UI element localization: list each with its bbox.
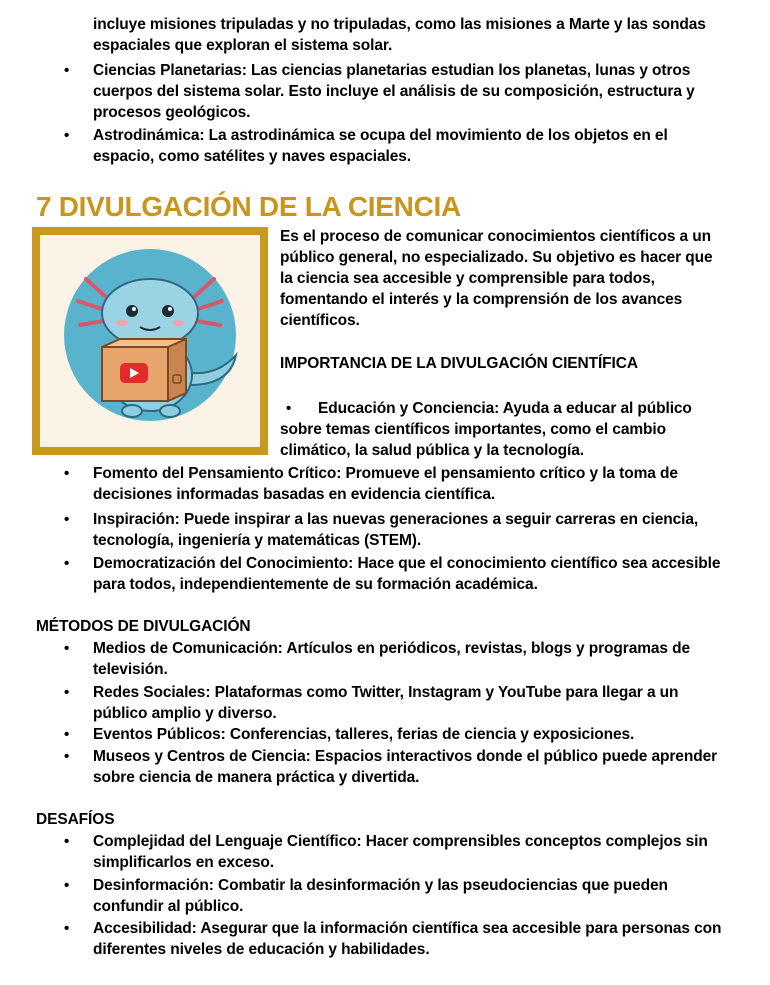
intro-line: científicos. <box>280 312 360 329</box>
list-item: Museos y Centros de Ciencia: Espacios interactivos donde el público puede aprender <box>93 748 718 765</box>
illustration-frame <box>32 227 268 455</box>
bullet-dot: • <box>64 833 70 850</box>
list-item: Eventos Públicos: Conferencias, talleres, ferias de ciencia y exposiciones. <box>93 726 635 743</box>
section-heading: 7 DIVULGACIÓN DE LA CIENCIA <box>36 191 461 222</box>
list-item: Redes Sociales: Plataformas como Twitter, Instagram y YouTube para llegar a un <box>93 684 679 701</box>
bullet-dot: • <box>64 877 70 894</box>
list-item: Accesibilidad: Asegurar que la información científica sea accesible para personas con <box>93 920 722 937</box>
list-item: confundir al público. <box>93 898 244 915</box>
list-item: Democratización del Conocimiento: Hace que el conocimiento científico sea accesible <box>93 555 721 572</box>
intro-line: fomentando el interés y la comprensión de los avances <box>280 291 683 308</box>
list-item: diferentes niveles de educación y habilidades. <box>93 941 430 958</box>
list-item: Astrodinámica: La astrodinámica se ocupa del movimiento de los objetos en el <box>93 127 668 144</box>
list-item: procesos geológicos. <box>93 104 251 121</box>
list-item: Complejidad del Lenguaje Científico: Hacer comprensibles conceptos complejos sin <box>93 833 708 850</box>
list-item: público amplio y diverso. <box>93 705 277 722</box>
bullet-dot: • <box>64 511 70 528</box>
list-item: para todos, independientemente de su formación académica. <box>93 576 538 593</box>
subheading: IMPORTANCIA DE LA DIVULGACIÓN CIENTÍFICA <box>280 355 638 372</box>
axolotl-holding-box-icon <box>40 235 260 447</box>
subheading: MÉTODOS DE DIVULGACIÓN <box>36 618 251 635</box>
list-item: televisión. <box>93 661 168 678</box>
list-item: Desinformación: Combatir la desinformación y las pseudociencias que pueden <box>93 877 668 894</box>
list-item: sobre ciencia de manera práctica y divertida. <box>93 769 420 786</box>
list-item: Fomento del Pensamiento Crítico: Promueve el pensamiento crítico y la toma de <box>93 465 678 482</box>
bullet-dot: • <box>64 465 70 482</box>
subheading: DESAFÍOS <box>36 811 115 828</box>
intro-line: público general, no especializado. Su objetivo es hacer que <box>280 249 713 266</box>
bullet-dot: • <box>286 400 292 417</box>
list-item: decisiones informadas basadas en evidencia científica. <box>93 486 496 503</box>
bullet-dot: • <box>64 127 70 144</box>
bullet-dot: • <box>64 555 70 572</box>
intro-line: la ciencia sea accesible y comprensible para todos, <box>280 270 655 287</box>
intro-line: incluye misiones tripuladas y no tripuladas, como las misiones a Marte y las sondas <box>93 16 706 33</box>
bullet-dot: • <box>64 640 70 657</box>
bullet-dot: • <box>64 62 70 79</box>
list-item: Educación y Conciencia: Ayuda a educar al público <box>318 400 692 417</box>
list-item: Medios de Comunicación: Artículos en periódicos, revistas, blogs y programas de <box>93 640 691 657</box>
list-item: cuerpos del sistema solar. Esto incluye el análisis de su composición, estructura y <box>93 83 695 100</box>
bullet-dot: • <box>64 726 70 743</box>
list-item: simplificarlos en exceso. <box>93 854 275 871</box>
bullet-dot: • <box>64 748 70 765</box>
bullet-dot: • <box>64 920 70 937</box>
list-item: Ciencias Planetarias: Las ciencias planetarias estudian los planetas, lunas y otros <box>93 62 691 79</box>
list-item: climático, la salud pública y la tecnología. <box>280 442 584 459</box>
list-item: tecnología, ingeniería y matemáticas (STEM). <box>93 532 422 549</box>
intro-line: espaciales que exploran el sistema solar. <box>93 37 393 54</box>
list-item: Inspiración: Puede inspirar a las nuevas generaciones a seguir carreras en ciencia, <box>93 511 699 528</box>
bullet-dot: • <box>64 684 70 701</box>
list-item: espacio, como satélites y naves espaciales. <box>93 148 411 165</box>
intro-line: Es el proceso de comunicar conocimientos científicos a un <box>280 228 712 245</box>
list-item: sobre temas científicos importantes, como el cambio <box>280 421 666 438</box>
